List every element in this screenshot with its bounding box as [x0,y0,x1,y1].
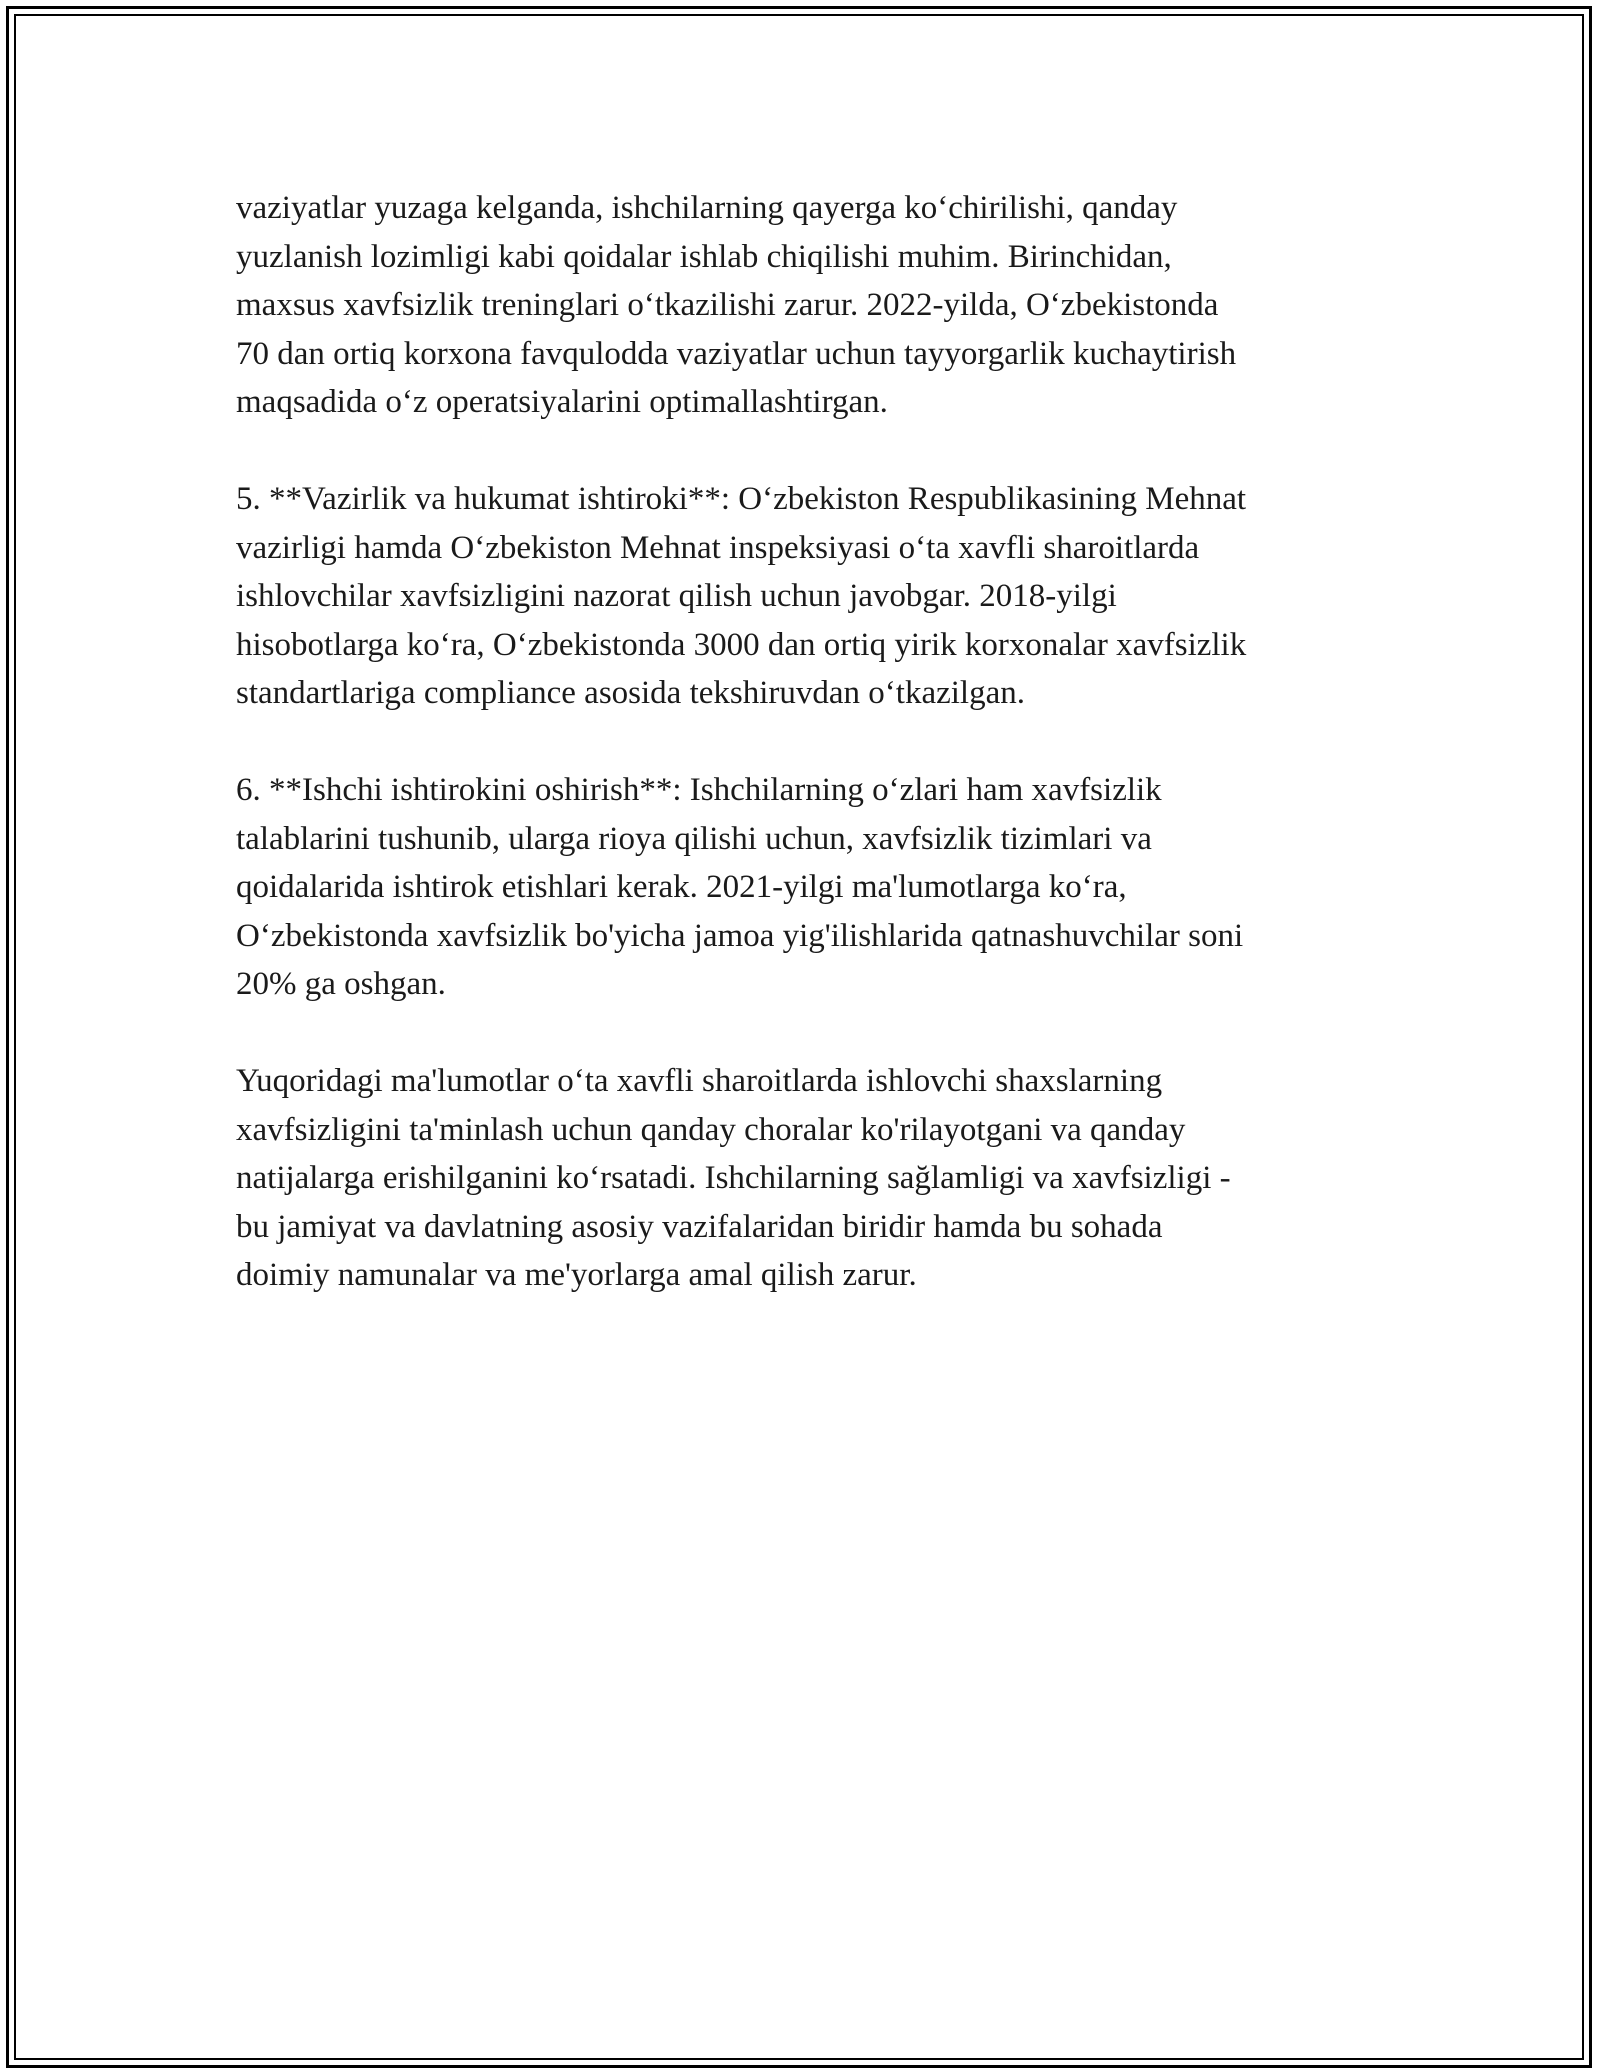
paragraph-emergency-rules: vaziyatlar yuzaga kelganda, ishchilarning qayerga koʻchirilishi, qanday yuzlanish lozimligi kabi qoidalar ishlab chiqilishi muhim. Birinchidan, maxsus xavfsizlik treninglari oʻtkazilishi zarur. 2022-yilda, Oʻzbekistonda 70 dan ortiq korxona favqulodda vaziyatlar uchun tayyorgarlik kuchaytirish maqsadida oʻz operatsiyalarini optimallashtirgan. [236,190,1237,420]
paragraph-ministry-involvement: 5. **Vazirlik va hukumat ishtiroki**: Oʻzbekiston Respublikasining Mehnat vazirligi hamda Oʻzbekiston Mehnat inspeksiyasi oʻta xavfli sharoitlarda ishlovchilar xavfsizligini nazorat qilish uchun javobgar. 2018-yilgi hisobotlarga koʻra, Oʻzbekistonda 3000 dan ortiq yirik korxonalar xavfsizlik standartlariga compliance asosida tekshiruvdan oʻtkazilgan. [236,481,1247,711]
paragraph-conclusion: Yuqoridagi ma'lumotlar oʻta xavfli sharoitlarda ishlovchi shaxslarning xavfsizligini ta'minlash uchun qanday choralar ko'rilayotgani va qanday natijalarga erishilganini koʻrsatadi. Ishchilarning sağlamligi va xavfsizligi - bu jamiyat va davlatning asosiy vazifalaridan biridir hamda bu sohada doimiy namunalar va me'yorlarga amal qilish zarur. [236,1063,1231,1293]
paragraph-worker-participation: 6. **Ishchi ishtirokini oshirish**: Ishchilarning oʻzlari ham xavfsizlik talablarini tushunib, ularga rioya qilishi uchun, xavfsizlik tizimlari va qoidalarida ishtirok etishlari kerak. 2021-yilgi ma'lumotlarga koʻra, Oʻzbekistonda xavfsizlik bo'yicha jamoa yig'ilishlarida qatnashuvchilar soni 20% ga oshgan. [236,772,1244,1002]
document-body [236,184,1376,1348]
